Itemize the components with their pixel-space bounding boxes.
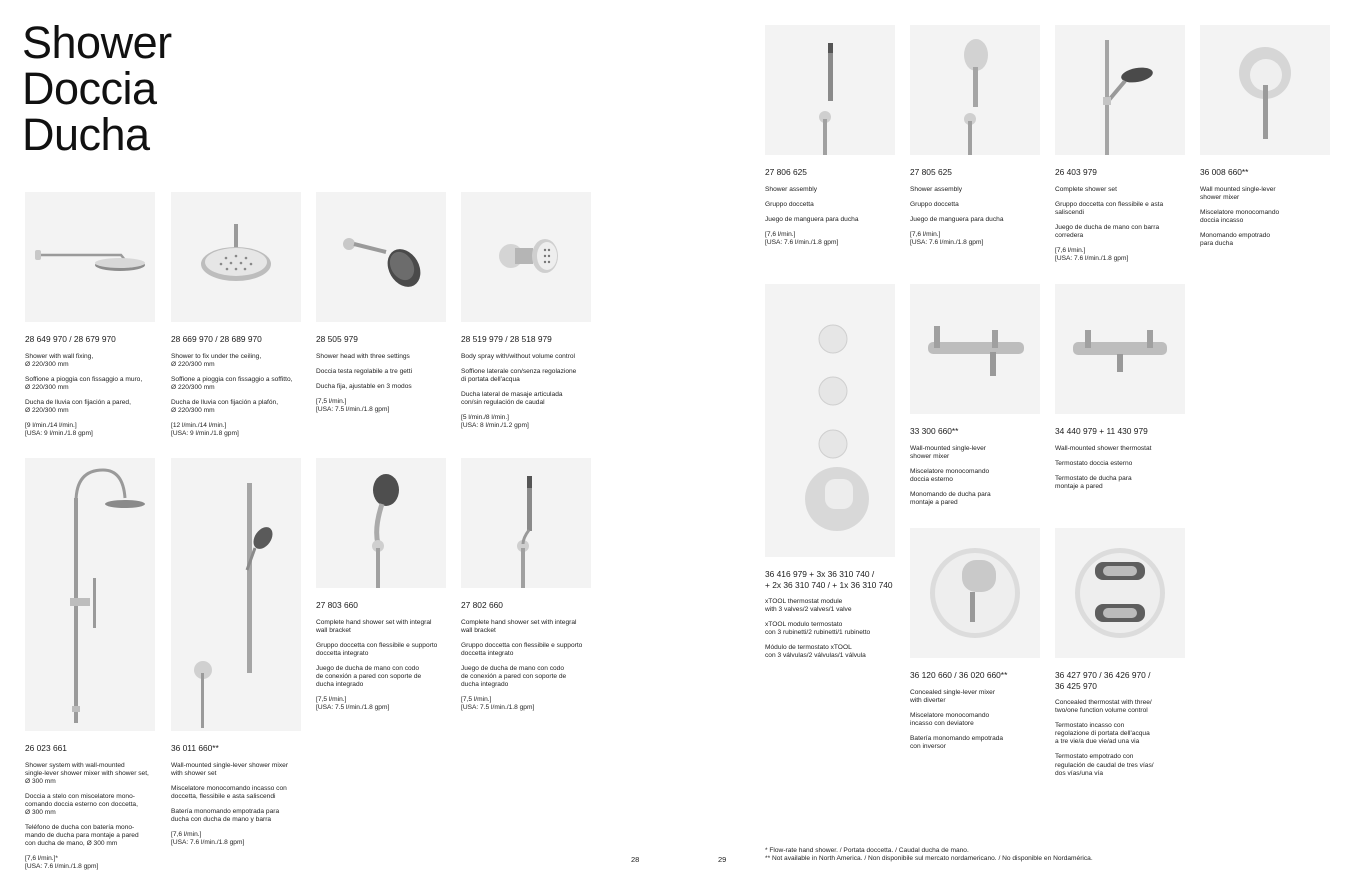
shower-head-icon <box>316 192 446 322</box>
desc-en: Shower with wall fixing, Ø 220/300 mm <box>25 352 94 368</box>
desc-it: Gruppo doccetta <box>765 200 814 208</box>
desc-es: Monomando empotrado para ducha <box>1200 231 1271 247</box>
product-image <box>1055 528 1185 658</box>
complete-shower-set-icon <box>1055 25 1185 155</box>
desc-es: Monomando de ducha para montaje a pared <box>910 490 991 506</box>
desc-en: Shower system with wall-mounted single-lever shower mixer with shower set, Ø 300 mm <box>25 761 149 785</box>
product-code: 28 649 970 / 28 679 970 <box>25 334 116 344</box>
desc-en: Shower assembly <box>765 185 818 193</box>
desc-en: Body spray with/without volume control <box>461 352 575 360</box>
product-code: 36 120 660 / 36 020 660** <box>910 670 1008 680</box>
product-card <box>171 458 311 854</box>
desc-es: Juego de ducha de mano con codo de conexión a pared con soporte de ducha integrado <box>316 664 422 689</box>
footnote-flow-rate: * Flow-rate hand shower. / Portata doccetta. / Caudal ducha de mano. <box>765 847 969 854</box>
desc-it: Gruppo doccetta con flessibile e asta saliscendi <box>1055 200 1164 216</box>
title-line-en: Shower <box>22 17 172 68</box>
shower-assembly-icon <box>765 25 895 155</box>
desc-en: Complete hand shower set with integral wall bracket <box>316 618 432 634</box>
desc-es: Batería monomando empotrada para ducha con ducha de mano y barra <box>171 807 280 823</box>
product-image <box>910 25 1040 155</box>
flow-rate: [9 l/min./14 l/min.] [USA: 9 l/min./1.8 gpm] <box>25 422 93 438</box>
xtool-module-icon <box>765 284 895 557</box>
product-image <box>316 458 446 588</box>
product-image <box>25 458 155 731</box>
product-code: 36 008 660** <box>1200 167 1249 177</box>
product-card <box>910 25 1050 254</box>
desc-es: Juego de manguera para ducha <box>910 215 1004 223</box>
product-card <box>910 528 1050 758</box>
footnotes <box>765 847 1093 863</box>
product-code: 28 519 979 / 28 518 979 <box>461 334 552 344</box>
product-card <box>1200 25 1340 255</box>
desc-en: Wall-mounted single-lever shower mixer <box>910 444 986 460</box>
flow-rate: [12 l/min./14 l/min.] [USA: 9 l/min./1.8 gpm] <box>171 422 239 438</box>
desc-it: Miscelatore monocomando doccia esterno <box>910 467 990 483</box>
product-card <box>461 458 601 719</box>
concealed-mixer-icon <box>910 528 1040 658</box>
desc-es: Teléfono de ducha con batería mono- mando de ducha para montaje a pared con ducha de mano, Ø 300 mm <box>25 824 139 848</box>
product-image <box>1200 25 1330 155</box>
page-number-left: 28 <box>631 855 640 864</box>
product-code: 27 803 660 <box>316 600 358 610</box>
product-card <box>171 192 311 445</box>
product-image <box>765 25 895 155</box>
product-card <box>910 284 1050 514</box>
product-code: 33 300 660** <box>910 426 959 436</box>
product-card <box>25 458 165 879</box>
desc-es: Termostato empotrado con regulación de caudal de tres vías/ dos vías/una vía <box>1055 753 1154 777</box>
shower-set-icon <box>171 458 301 731</box>
product-image <box>1055 284 1185 414</box>
product-code: 27 802 660 <box>461 600 503 610</box>
desc-en: Wall mounted single-lever shower mixer <box>1200 185 1276 201</box>
desc-it: Gruppo doccetta con flessibile e supporto doccetta integrato <box>461 641 583 657</box>
hand-shower-set-icon <box>461 458 591 588</box>
product-card <box>461 192 601 437</box>
shower-assembly-icon <box>910 25 1040 155</box>
hand-shower-set-icon <box>316 458 446 588</box>
product-card <box>765 25 905 254</box>
title-line-es: Ducha <box>22 109 150 160</box>
desc-it: Soffione a pioggia con fissaggio a muro, Ø 220/300 mm <box>25 375 143 391</box>
desc-es: Ducha de lluvia con fijación a pared, Ø 220/300 mm <box>25 398 131 414</box>
product-image <box>910 284 1040 414</box>
product-image <box>910 528 1040 658</box>
desc-it: Gruppo doccetta <box>910 200 959 208</box>
desc-en: Shower head with three settings <box>316 352 410 360</box>
flow-rate: [7,6 l/min.] [USA: 7.6 l/min./1.8 gpm] <box>1055 246 1129 263</box>
desc-it: xTOOL modulo termostato con 3 rubinetti/2 rubinetti/1 rubinetto <box>765 621 871 637</box>
desc-it: Miscelatore monocomando incasso con deviatore <box>910 711 990 727</box>
flow-rate: [7,6 l/min.] [USA: 7.6 l/min./1.8 gpm] <box>765 230 839 246</box>
product-image <box>316 192 446 322</box>
desc-it: Termostato incasso con regolazione di portata dell'acqua a tre vie/a due vie/ad una via <box>1055 722 1150 746</box>
product-card <box>1055 284 1195 498</box>
product-code: 26 023 661 <box>25 743 67 753</box>
product-card <box>316 192 456 421</box>
product-code: 36 011 660** <box>171 743 219 753</box>
desc-es: Ducha de lluvia con fijación a plafón, Ø 220/300 mm <box>171 398 279 414</box>
desc-es: Ducha fija, ajustable en 3 modos <box>316 382 412 390</box>
desc-it: Miscelatore monocomando incasso con doccetta, flessibile e asta saliscendi <box>171 784 287 800</box>
desc-it: Soffione laterale con/senza regolazione di portata dell'acqua <box>461 367 577 383</box>
desc-it: Soffione a pioggia con fissaggio a soffitto, Ø 220/300 mm <box>171 375 293 391</box>
flow-rate: [7,6 l/min.] [USA: 7.6 l/min./1.8 gpm] <box>910 230 984 246</box>
product-image <box>171 458 301 731</box>
desc-en: Shower to fix under the ceiling, Ø 220/300 mm <box>171 352 262 368</box>
shower-system-icon <box>25 458 155 731</box>
desc-it: Doccia a stelo con miscelatore mono- comando doccia esterno con doccetta, Ø 300 mm <box>25 792 138 816</box>
desc-en: Wall-mounted single-lever shower mixer with shower set <box>171 761 289 777</box>
product-code: 28 505 979 <box>316 334 358 344</box>
product-code: 28 669 970 / 28 689 970 <box>171 334 262 344</box>
body-spray-icon <box>461 192 591 322</box>
desc-en: Wall-mounted shower thermostat <box>1055 444 1152 452</box>
desc-it: Doccia testa regolabile a tre getti <box>316 367 413 375</box>
footnote-north-america: ** Not available in North America. / Non disponibile sul mercato nordamericano. / No disponible en Nordamérica. <box>765 855 1093 863</box>
desc-en: xTOOL thermostat module with 3 valves/2 valves/1 valve <box>765 598 852 614</box>
desc-it: Gruppo doccetta con flessibile e supporto doccetta integrato <box>316 641 438 657</box>
product-card <box>1055 528 1195 785</box>
page-title <box>22 17 172 160</box>
flow-rate: [7,5 l/min.] [USA: 7.5 l/min./1.8 gpm] <box>316 397 390 413</box>
desc-it: Termostato doccia esterno <box>1055 459 1133 467</box>
product-code: 36 416 979 + 3x 36 310 740 / + 2x 36 310 740 / + 1x 36 310 740 <box>765 569 893 590</box>
desc-en: Shower assembly <box>910 185 963 193</box>
product-code: 27 806 625 <box>765 167 807 177</box>
desc-en: Concealed single-lever mixer with diverter <box>910 688 996 704</box>
exposed-mixer-icon <box>910 284 1040 414</box>
desc-en: Complete shower set <box>1055 185 1117 193</box>
flow-rate: [5 l/min./8 l/min.] [USA: 8 l/min./1.2 gpm] <box>461 413 529 430</box>
flow-rate: [7,5 l/min.] [USA: 7.5 l/min./1.8 gpm] <box>316 696 390 712</box>
product-image <box>461 192 591 322</box>
product-card <box>765 284 905 668</box>
product-image <box>171 192 301 322</box>
desc-es: Ducha lateral de masaje articulada con/sin regulación de caudal <box>461 390 563 406</box>
desc-en: Complete hand shower set with integral wall bracket <box>461 618 577 634</box>
desc-es: Juego de manguera para ducha <box>765 215 859 223</box>
desc-es: Módulo de termostato xTOOL con 3 válvulas/2 válvulas/1 válvula <box>765 644 866 660</box>
product-image <box>1055 25 1185 155</box>
product-code: 34 440 979 + 11 430 979 <box>1055 426 1148 436</box>
desc-es: Termostato de ducha para montaje a pared <box>1055 474 1132 490</box>
product-card <box>25 192 165 445</box>
product-code: 26 403 979 <box>1055 167 1097 177</box>
desc-es: Juego de ducha de mano con barra corredera <box>1055 223 1160 239</box>
title-line-it: Doccia <box>22 63 157 114</box>
product-image <box>461 458 591 588</box>
desc-es: Batería monomando empotrada con inversor <box>910 734 1004 750</box>
product-card <box>1055 25 1195 270</box>
flow-rate: [7,6 l/min.] [USA: 7.6 l/min./1.8 gpm] <box>171 831 245 847</box>
wall-rain-shower-icon <box>25 192 155 322</box>
thermostat-icon <box>1055 284 1185 414</box>
product-image <box>25 192 155 322</box>
concealed-thermostat-icon <box>1055 528 1185 658</box>
desc-it: Miscelatore monocomando doccia incasso <box>1200 208 1280 224</box>
desc-en: Concealed thermostat with three/ two/one function volume control <box>1055 699 1152 715</box>
ceiling-rain-shower-icon <box>171 192 301 322</box>
page-number-right: 29 <box>718 855 727 864</box>
product-code: 27 805 625 <box>910 167 952 177</box>
product-image <box>765 284 895 557</box>
product-card <box>316 458 456 719</box>
flow-rate: [7,5 l/min.] [USA: 7.5 l/min./1.8 gpm] <box>461 696 535 712</box>
flow-rate: [7,6 l/min.]* [USA: 7.6 l/min./1.8 gpm] <box>25 855 99 871</box>
product-code: 36 427 970 / 36 426 970 / 36 425 970 <box>1055 670 1151 691</box>
desc-es: Juego de ducha de mano con codo de conexión a pared con soporte de ducha integrado <box>461 664 567 689</box>
single-lever-mixer-icon <box>1200 25 1330 155</box>
